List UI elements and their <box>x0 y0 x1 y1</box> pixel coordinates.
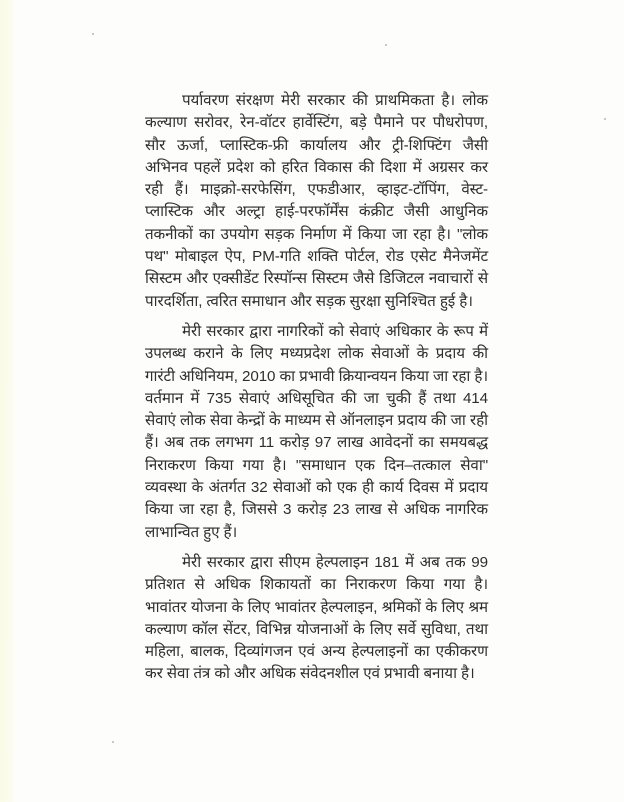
scan-speck <box>92 33 94 35</box>
paragraph-cm-helpline: मेरी सरकार द्वारा सीएम हेल्पलाइन 181 में अब तक 99 प्रतिशत से अधिक शिकायतों का निराकरण किया गया है। भावांतर योजना के लिए भावांतर हेल्पलाइन, श्रमिकों के लिए श्रम कल्याण कॉल सेंटर, विभिन्न योजनाओं के लिए सर्वे सुविधा, तथा महिला, बालक, दिव्यांगजन एवं अन्य हेल्पलाइनों का एकीकरण कर सेवा तंत्र को और अधिक संवेदनशील एवं प्रभावी बनाया है। <box>145 553 488 683</box>
scan-edge-strip <box>0 0 16 802</box>
scan-speck <box>112 741 114 743</box>
paragraph-environment: पर्यावरण संरक्षण मेरी सरकार की प्राथमिकता है। लोक कल्याण सरोवर, रेन-वॉटर हार्वेस्टिंग, बड़े पैमाने पर पौधरोपण, सौर ऊर्जा, प्लास्टिक-फ्री कार्यालय और ट्री-शिफ्टिंग जैसी अभिनव पहलें प्रदेश को हरित विकास की दिशा में अग्रसर कर रही हैं। माइक्रो-सरफेसिंग, एफडीआर, व्हाइट-टॉपिंग, वेस्ट-प्लास्टिक और अल्ट्रा हाई-परफॉर्मेंस कंक्रीट जैसी आधुनिक तकनीकों का उपयोग सड़क निर्माण में किया जा रहा है। "लोक पथ" मोबाइल ऐप, PM-गति शक्ति पोर्टल, रोड एसेट मैनेजमेंट सिस्टम और एक्सीडेंट रिस्पॉन्स सिस्टम जैसे डिजिटल नवाचारों से पारदर्शिता, त्वरित समाधान और सड़क सुरक्षा सुनिश्चित हुई है। <box>145 92 488 310</box>
document-body <box>145 90 488 694</box>
paragraph-public-services: मेरी सरकार द्वारा नागरिकों को सेवाएं अधिकार के रूप में उपलब्ध कराने के लिए मध्यप्रदेश लोक सेवाओं के प्रदाय की गारंटी अधिनियम, 2010 का प्रभावी क्रियान्वयन किया जा रहा है। वर्तमान में 735 सेवाएं अधिसूचित की जा चुकी हैं तथा 414 सेवाएं लोक सेवा केन्द्रों के माध्यम से ऑनलाइन प्रदाय की जा रही हैं। अब तक लगभग 11 करोड़ 97 लाख आवेदनों का समयबद्ध निराकरण किया गया है। "समाधान एक दिन–तत्काल सेवा" व्यवस्था के अंतर्गत 32 सेवाओं को एक ही कार्य दिवस में प्रदाय किया जा रहा है, जिससे 3 करोड़ 23 लाख से अधिक नागरिक लाभान्वित हुए हैं। <box>145 322 488 541</box>
scan-speck <box>385 44 387 46</box>
scan-speck <box>604 118 606 120</box>
